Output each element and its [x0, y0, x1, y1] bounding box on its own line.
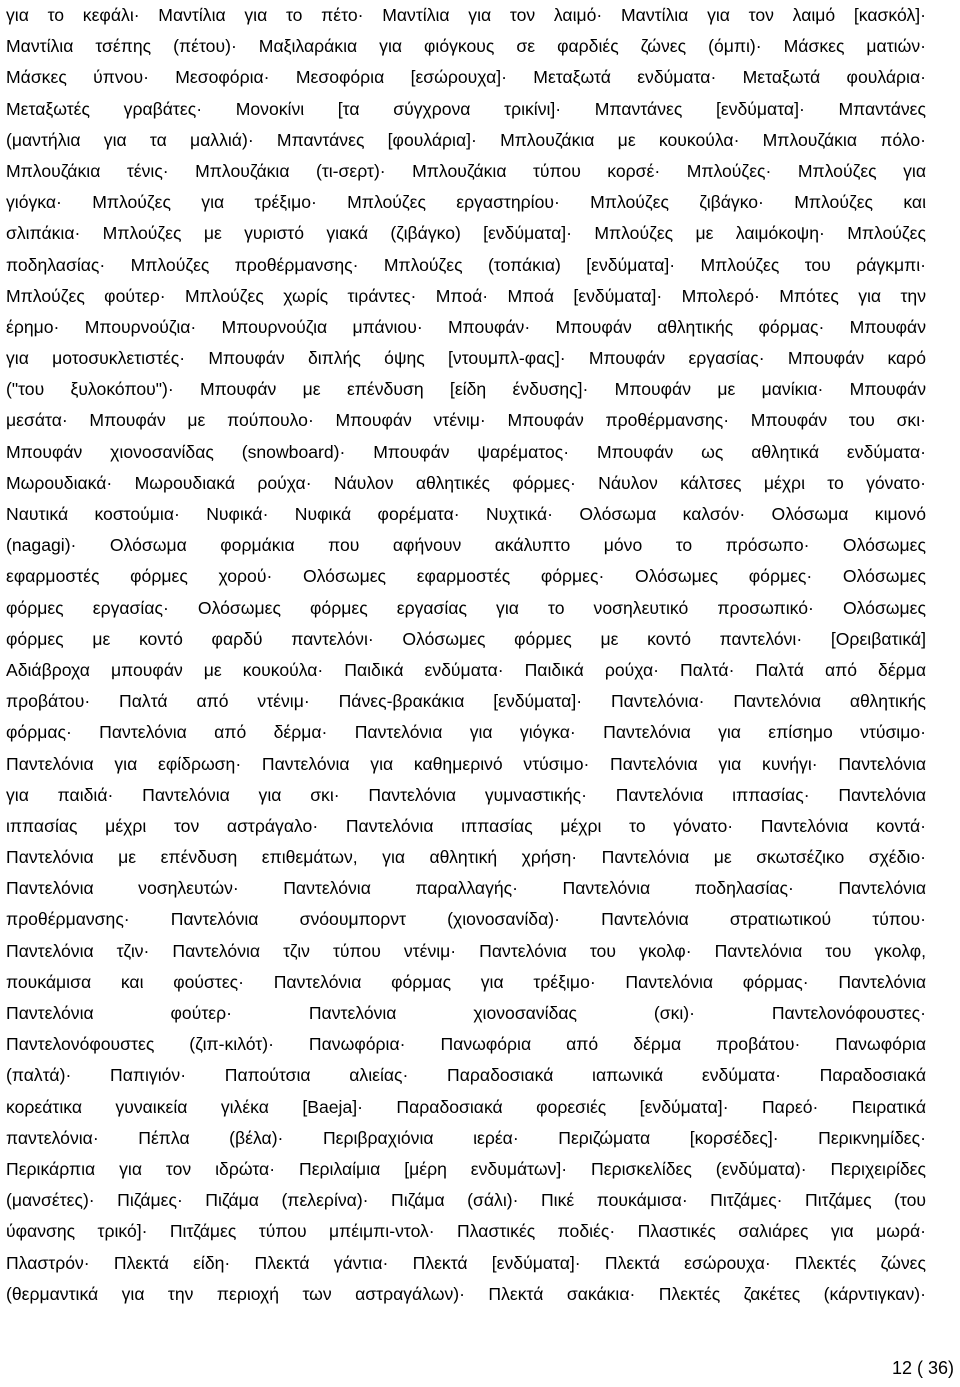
text-line: Παντελονόφουστες (ζιπ-κιλότ)· Πανωφόρια· Πανωφόρια από δέρμα προβάτου· Πανωφόρια	[6, 1034, 926, 1055]
text-line: (θερμαντικά για την περιοχή των αστραγάλων)· Πλεκτά σακάκια· Πλεκτές ζακέτες (κάρντιγκαν)·	[6, 1283, 926, 1304]
text-line: Μάσκες ύπνου· Μεσοφόρια· Μεσοφόρια [εσώρουχα]· Μεταξωτά ενδύματα· Μεταξωτά φουλάρια·	[6, 67, 926, 88]
text-line: (παλτά)· Παπιγιόν· Παπούτσια αλιείας· Παραδοσιακά ιαπωνικά ενδύματα· Παραδοσιακά	[6, 1065, 926, 1086]
text-line: Μαντίλια τσέπης (πέτου)· Μαξιλαράκια για φιόγκους σε φαρδιές ζώνες (όμπι)· Μάσκες ματιών·	[6, 36, 926, 57]
text-line: Παντελόνια τζιν· Παντελόνια τζιν τύπου ντένιμ· Παντελόνια του γκολφ· Παντελόνια του γκολφ,	[6, 940, 926, 961]
text-line: Παντελόνια νοσηλευτών· Παντελόνια παραλλαγής· Παντελόνια ποδηλασίας· Παντελόνια	[6, 878, 926, 899]
text-line: Μεταξωτές γραβάτες· Μονοκίνι [τα σύγχρονα τρικίνι]· Μπαντάνες [ενδύματα]· Μπαντάνες	[6, 98, 926, 119]
text-line: έρημο· Μπουρνούζια· Μπουρνούζια μπάνιου· Μπουφάν· Μπουφάν αθλητικής φόρμας· Μπουφάν	[6, 316, 926, 337]
text-line: Περικάρπια για τον ιδρώτα· Περιλαίμια [μέρη ενδυμάτων]· Περισκελίδες (ενδύματα)· Περιχειρίδες	[6, 1158, 926, 1179]
text-line: προβάτου· Παλτά από ντένιμ· Πάνες-βρακάκια [ενδύματα]· Παντελόνια· Παντελόνια αθλητικής	[6, 691, 926, 712]
text-line: Παντελόνια για εφίδρωση· Παντελόνια για καθημερινό ντύσιμο· Παντελόνια για κυνήγι· Παντελόνια	[6, 753, 926, 774]
text-line: Μπουφάν χιονοσανίδας (snowboard)· Μπουφάν ψαρέματος· Μπουφάν ως αθλητικά ενδύματα·	[6, 441, 926, 462]
text-line: ποδηλασίας· Μπλούζες προθέρμανσης· Μπλούζες (τοπάκια) [ενδύματα]· Μπλούζες του ράγκμπι·	[6, 254, 926, 275]
text-line: φόρμες με κοντό φαρδύ παντελόνι· Ολόσωμες φόρμες με κοντό παντελόνι· [Ορειβατικά]	[6, 628, 926, 649]
text-line: Μπλούζες φούτερ· Μπλούζες χωρίς τιράντες· Μποά· Μποά [ενδύματα]· Μπολερό· Μπότες για την	[6, 285, 926, 306]
text-line: ύφανσης τρικό]· Πιτζάμες τύπου μπέιμπι-ντολ· Πλαστικές ποδιές· Πλαστικές σαλιάρες για μωρά·	[6, 1221, 926, 1242]
text-line: πουκάμισα και φούστες· Παντελόνια φόρμας για τρέξιμο· Παντελόνια φόρμας· Παντελόνια	[6, 971, 926, 992]
text-line: προθέρμανσης· Παντελόνια σνόουμπορντ (χιονοσανίδα)· Παντελόνια στρατιωτικού τύπου·	[6, 909, 926, 930]
text-line: παντελόνια· Πέπλα (βέλα)· Περιβραχιόνια ιερέα· Περιζώματα [κορσέδες]· Περικνημίδες·	[6, 1127, 926, 1148]
text-line: Μπλουζάκια τένις· Μπλουζάκια (τι-σερτ)· Μπλουζάκια τύπου κορσέ· Μπλούζες· Μπλούζες για	[6, 160, 926, 181]
text-line: κορεάτικα γυναικεία γιλέκα [Baeja]· Παραδοσιακά φορεσιές [ενδύματα]· Παρεό· Πειρατικά	[6, 1096, 926, 1117]
text-line: (nagagi)· Ολόσωμα φορμάκια που αφήνουν ακάλυπτο μόνο το πρόσωπο· Ολόσωμες	[6, 535, 926, 556]
text-line: σλιπάκια· Μπλούζες με γυριστό γιακά (ζιβάγκο) [ενδύματα]· Μπλούζες με λαιμόκοψη· Μπλούζες	[6, 223, 926, 244]
page-number: 12 ( 36)	[891, 1358, 954, 1378]
text-line: Μωρουδιακά· Μωρουδιακά ρούχα· Νάυλον αθλητικές φόρμες· Νάυλον κάλτσες μέχρι το γόνατο·	[6, 472, 926, 493]
text-line: γιόγκα· Μπλούζες για τρέξιμο· Μπλούζες εργαστηρίου· Μπλούζες ζιβάγκο· Μπλούζες και	[6, 192, 926, 213]
text-line: Παντελόνια φούτερ· Παντελόνια χιονοσανίδας (σκι)· Παντελονόφουστες·	[6, 1003, 926, 1023]
text-line: εφαρμοστές φόρμες χορού· Ολόσωμες εφαρμοστές φόρμες· Ολόσωμες φόρμες· Ολόσωμες	[6, 566, 926, 587]
text-line: Αδιάβροχα μπουφάν με κουκούλα· Παιδικά ενδύματα· Παιδικά ρούχα· Παλτά· Παλτά από δέρμα	[6, 659, 926, 680]
text-line: για μοτοσυκλετιστές· Μπουφάν διπλής όψης [ντουμπλ-φας]· Μπουφάν εργασίας· Μπουφάν καρό	[6, 348, 926, 369]
text-line: για το κεφάλι· Μαντίλια για το πέτο· Μαντίλια για τον λαιμό· Μαντίλια για τον λαιμό [κασκόλ]·	[6, 5, 926, 25]
text-line: φόρμας· Παντελόνια από δέρμα· Παντελόνια για γιόγκα· Παντελόνια για επίσημο ντύσιμο·	[6, 722, 926, 743]
text-line: Ναυτικά κοστούμια· Νυφικά· Νυφικά φορέματα· Νυχτικά· Ολόσωμα καλσόν· Ολόσωμα κιμονό	[6, 504, 926, 524]
body-text	[6, 0, 926, 1310]
text-line: ιππασίας μέχρι τον αστράγαλο· Παντελόνια ιππασίας μέχρι το γόνατο· Παντελόνια κοντά·	[6, 815, 926, 836]
text-line: μεσάτα· Μπουφάν με πούπουλο· Μπουφάν ντένιμ· Μπουφάν προθέρμανσης· Μπουφάν του σκι·	[6, 410, 926, 431]
text-line: για παιδιά· Παντελόνια για σκι· Παντελόνια γυμναστικής· Παντελόνια ιππασίας· Παντελόνια	[6, 784, 926, 805]
text-line: Πλαστρόν· Πλεκτά είδη· Πλεκτά γάντια· Πλεκτά [ενδύματα]· Πλεκτά εσώρουχα· Πλεκτές ζώνες	[6, 1252, 926, 1273]
text-line: Παντελόνια με επένδυση επιθεμάτων, για αθλητική χρήση· Παντελόνια με σκωτσέζικο σχέδιο·	[6, 847, 926, 868]
text-line: φόρμες εργασίας· Ολόσωμες φόρμες εργασίας για το νοσηλευτικό προσωπικό· Ολόσωμες	[6, 597, 926, 618]
text-line: (μαντήλια για τα μαλλιά)· Μπαντάνες [φουλάρια]· Μπλουζάκια με κουκούλα· Μπλουζάκια πόλο·	[6, 129, 926, 150]
text-line: ("του ξυλοκόπου")· Μπουφάν με επένδυση [είδη ένδυσης]· Μπουφάν με μανίκια· Μπουφάν	[6, 379, 926, 400]
text-line: (μανσέτες)· Πιζάμες· Πιζάμα (πελερίνα)· Πιζάμα (σάλι)· Πικέ πουκάμισα· Πιτζάμες· Πιτζάμες (του	[6, 1190, 926, 1211]
